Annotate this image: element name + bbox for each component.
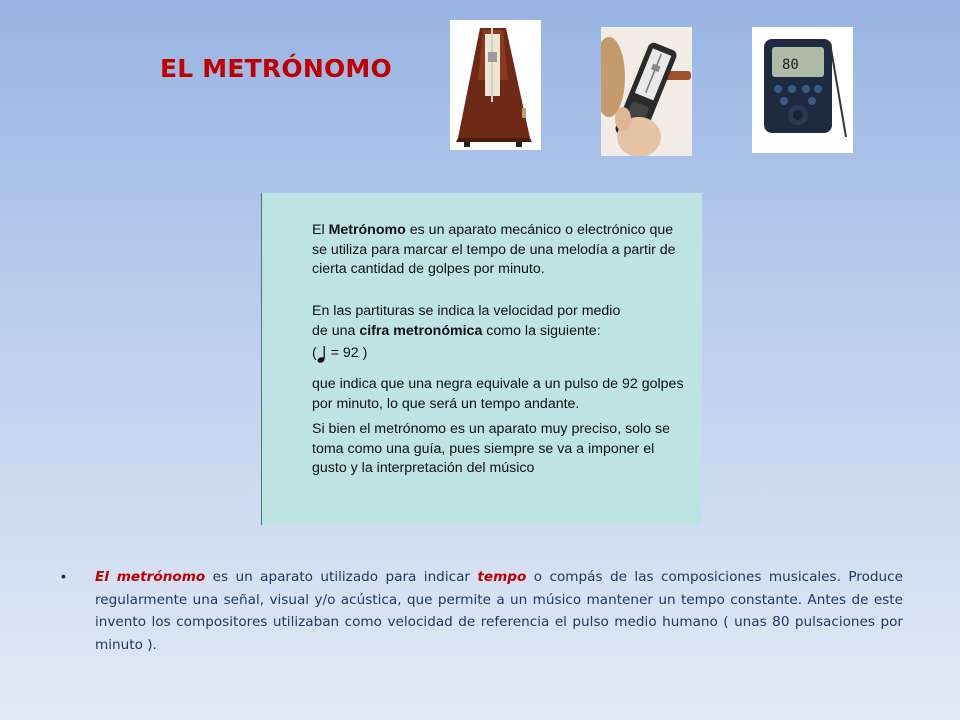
textbox-paragraph-score — [312, 302, 692, 341]
text-span: es un aparato mecánico o electrónico que se utiliza para marcar el tempo de una melodía a partir de cierta cantidad de golpes por minuto. — [312, 222, 676, 277]
definition-textbox — [261, 193, 702, 525]
text-span: o compás de las composiciones musicales. Produce regularmente una señal, visual y/o acústica, que permite a un músico mantener un tempo constante. Antes de este invento los compositores utilizaban como velocidad de referencia el pulso medio humano ( unas 80 pulsaciones por minuto ). — [95, 569, 903, 653]
textbox-paragraph-guidance: Si bien el metrónomo es un aparato muy preciso, solo se toma como una guía, pues siempre se va a imponer el gusto y la interpretación del músico — [312, 421, 671, 476]
bullet-paragraph — [95, 566, 903, 656]
handheld-metronome-photo — [601, 27, 692, 156]
text-span: El — [312, 222, 329, 238]
bold-term: cifra metronómica — [359, 322, 483, 339]
digital-metronome-photo — [752, 27, 853, 153]
textbox-paragraph-definition — [312, 221, 692, 280]
bullet-term: El metrónomo — [95, 569, 206, 585]
text-span: como la siguiente: — [482, 322, 601, 339]
metronome-mark — [312, 344, 692, 364]
slide-title: EL METRÓNOMO — [160, 54, 392, 83]
quarter-note-icon — [317, 345, 327, 363]
paren-open: ( — [312, 345, 317, 361]
textbox-paragraph-explanation: que indica que una negra equivale a un pulso de 92 golpes por minuto, lo que será un tempo andante. — [312, 376, 684, 412]
digital-display-value: 80 — [782, 57, 799, 73]
text-span: de una — [312, 322, 360, 339]
pyramid-metronome-photo — [450, 20, 541, 150]
bullet-tempo-term: tempo — [477, 569, 527, 585]
text-span: En las partituras se indica la velocidad por medio — [312, 303, 621, 319]
bold-term: Metrónomo — [328, 222, 406, 238]
metronome-mark-value: = 92 ) — [330, 345, 368, 361]
text-span: es un aparato utilizado para indicar — [205, 569, 478, 585]
bullet-marker: • — [61, 568, 66, 584]
